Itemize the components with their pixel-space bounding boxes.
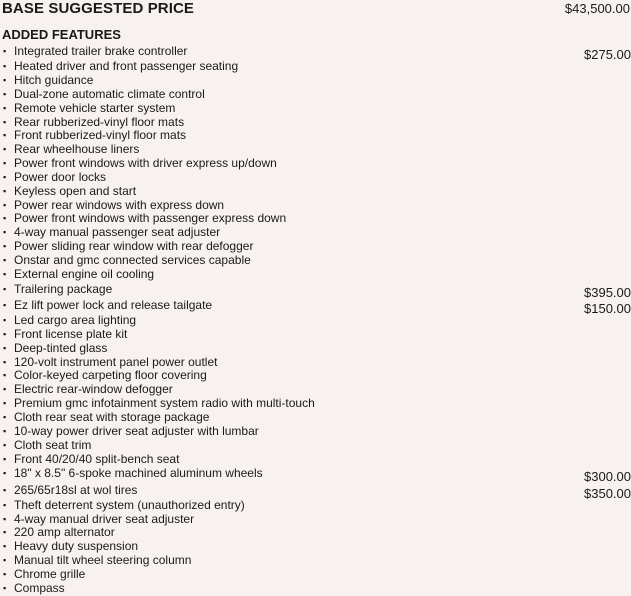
feature-name: Power front windows with driver express up/down [14, 156, 277, 171]
feature-item [3, 513, 631, 527]
feature-name: Heated driver and front passenger seating [14, 59, 239, 74]
feature-name: Ez lift power lock and release tailgate [14, 297, 213, 312]
feature-item [3, 328, 631, 342]
feature-name: Chrome grille [14, 566, 86, 581]
feature-item [3, 268, 631, 282]
feature-item [3, 582, 631, 596]
bullet-icon: ▪ [3, 513, 7, 524]
bullet-icon: ▪ [3, 555, 7, 566]
feature-item [3, 171, 631, 185]
bullet-icon: ▪ [3, 88, 7, 99]
feature-price: $275.00 [584, 47, 631, 62]
added-features-title: ADDED FEATURES [2, 27, 121, 42]
feature-name: Cloth seat trim [14, 437, 92, 452]
feature-name: 220 amp alternator [14, 525, 115, 540]
base-price-header [0, 0, 631, 20]
feature-item [3, 88, 631, 102]
feature-item [3, 298, 631, 314]
bullet-icon: ▪ [3, 439, 7, 450]
feature-name: Power door locks [14, 169, 107, 184]
feature-name: Deep-tinted glass [14, 340, 108, 355]
feature-item [3, 44, 631, 60]
bullet-icon: ▪ [3, 568, 7, 579]
feature-name: Dual-zone automatic climate control [14, 86, 205, 101]
feature-name: Led cargo area lighting [14, 313, 137, 328]
feature-name: Cloth rear seat with storage package [14, 409, 210, 424]
feature-name: 4-way manual passenger seat adjuster [14, 225, 221, 240]
feature-name: Front rubberized-vinyl floor mats [14, 128, 187, 143]
bullet-icon: ▪ [3, 499, 7, 510]
feature-item [3, 383, 631, 397]
feature-name: Heavy duty suspension [14, 539, 139, 554]
bullet-icon: ▪ [3, 527, 7, 538]
feature-name: Trailering package [14, 281, 113, 296]
feature-name: Front 40/20/40 split-bench seat [14, 451, 180, 466]
feature-item [3, 356, 631, 370]
bullet-icon: ▪ [3, 315, 7, 326]
feature-item [3, 254, 631, 268]
feature-item [3, 499, 631, 513]
bullet-icon: ▪ [3, 158, 7, 169]
bullet-icon: ▪ [3, 185, 7, 196]
bullet-icon: ▪ [3, 299, 7, 310]
bullet-icon: ▪ [3, 61, 7, 72]
feature-item [3, 342, 631, 356]
added-features-list [3, 44, 631, 596]
feature-name: External engine oil cooling [14, 266, 155, 281]
bullet-icon: ▪ [3, 541, 7, 552]
feature-price: $300.00 [584, 469, 631, 485]
feature-item [3, 526, 631, 540]
bullet-icon: ▪ [3, 283, 7, 294]
bullet-icon: ▪ [3, 116, 7, 127]
feature-name: 120-volt instrument panel power outlet [14, 354, 218, 369]
feature-name: Power rear windows with express down [14, 197, 225, 212]
bullet-icon: ▪ [3, 213, 7, 224]
bullet-icon: ▪ [3, 411, 7, 422]
bullet-icon: ▪ [3, 130, 7, 141]
feature-name: Theft deterrent system (unauthorized entry) [14, 497, 245, 512]
feature-name: Rear wheelhouse liners [14, 142, 140, 157]
feature-name: Compass [14, 580, 65, 595]
feature-item [3, 143, 631, 157]
bullet-icon: ▪ [3, 46, 7, 56]
feature-name: Color-keyed carpeting floor covering [14, 368, 207, 383]
feature-name: Hitch guidance [14, 73, 94, 88]
feature-item [3, 199, 631, 213]
feature-name: Rear rubberized-vinyl floor mats [14, 114, 185, 129]
base-price-value: $43,500.00 [564, 1, 630, 16]
bullet-icon: ▪ [3, 356, 7, 367]
feature-item [3, 397, 631, 411]
feature-name: Remote vehicle starter system [14, 100, 176, 115]
feature-price: $350.00 [584, 485, 631, 501]
bullet-icon: ▪ [3, 398, 7, 409]
feature-name: Power front windows with passenger express down [14, 211, 287, 226]
feature-item [3, 568, 631, 582]
bullet-icon: ▪ [3, 453, 7, 464]
feature-name: Manual tilt wheel steering column [14, 553, 192, 568]
feature-item [3, 282, 631, 298]
feature-item [3, 466, 631, 485]
bullet-icon: ▪ [3, 425, 7, 436]
feature-item [3, 116, 631, 130]
feature-item [3, 212, 631, 226]
bullet-icon: ▪ [3, 342, 7, 353]
bullet-icon: ▪ [3, 75, 7, 86]
bullet-icon: ▪ [3, 328, 7, 339]
feature-item [3, 157, 631, 171]
feature-name: Power sliding rear window with rear defogger [14, 239, 254, 254]
feature-price: $150.00 [584, 300, 631, 316]
feature-name: Integrated trailer brake controller [14, 44, 188, 58]
feature-name: Keyless open and start [14, 183, 137, 198]
base-price-label: BASE SUGGESTED PRICE [2, 0, 195, 17]
feature-name: 18" x 8.5" 6-spoke machined aluminum wheels [14, 466, 263, 481]
feature-item [3, 439, 631, 453]
bullet-icon: ▪ [3, 582, 7, 593]
feature-name: 265/65r18sl at wol tires [14, 482, 138, 497]
feature-name: Electric rear-window defogger [14, 382, 173, 397]
feature-item [3, 129, 631, 143]
feature-item [3, 453, 631, 467]
feature-item [3, 425, 631, 439]
bullet-icon: ▪ [3, 241, 7, 252]
bullet-icon: ▪ [3, 144, 7, 155]
feature-item [3, 226, 631, 240]
feature-item [3, 60, 631, 74]
feature-price: $395.00 [584, 284, 631, 300]
bullet-icon: ▪ [3, 268, 7, 279]
bullet-icon: ▪ [3, 370, 7, 381]
bullet-icon: ▪ [3, 102, 7, 113]
feature-item [3, 102, 631, 116]
feature-item [3, 554, 631, 568]
feature-item [3, 369, 631, 383]
feature-name: Front license plate kit [14, 326, 128, 341]
bullet-icon: ▪ [3, 484, 7, 495]
bullet-icon: ▪ [3, 384, 7, 395]
bullet-icon: ▪ [3, 171, 7, 182]
feature-item [3, 411, 631, 425]
feature-item [3, 540, 631, 554]
bullet-icon: ▪ [3, 468, 7, 479]
feature-name: Onstar and gmc connected services capable [14, 253, 251, 267]
feature-item [3, 185, 631, 199]
bullet-icon: ▪ [3, 227, 7, 238]
feature-item [3, 74, 631, 88]
feature-item [3, 483, 631, 499]
feature-name: 4-way manual driver seat adjuster [14, 511, 195, 526]
feature-item [3, 240, 631, 254]
feature-item [3, 314, 631, 328]
bullet-icon: ▪ [3, 199, 7, 210]
feature-name: Premium gmc infotainment system radio with multi-touch [14, 396, 315, 411]
feature-name: 10-way power driver seat adjuster with lumbar [14, 423, 259, 438]
bullet-icon: ▪ [3, 255, 7, 265]
